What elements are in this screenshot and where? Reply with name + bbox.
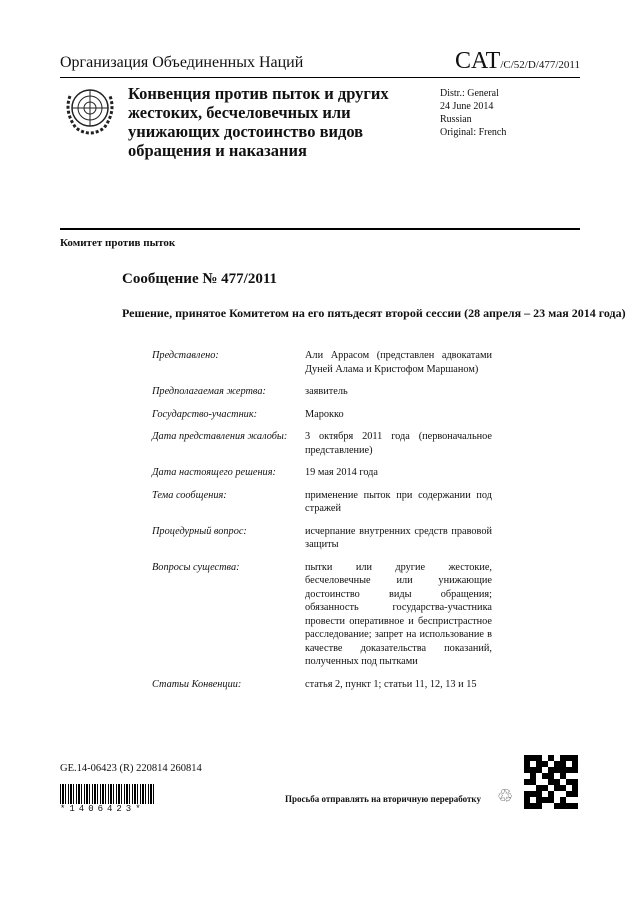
org-name: Организация Объединенных Наций	[60, 54, 304, 71]
detail-row	[152, 466, 492, 480]
divider	[60, 77, 580, 78]
job-number: GE.14-06423 (R) 220814 260814	[60, 763, 202, 774]
committee-name: Комитет против пыток	[60, 237, 176, 249]
detail-row	[152, 349, 492, 376]
detail-label: Дата настоящего решения:	[152, 467, 276, 478]
detail-label: Государство-участник:	[152, 408, 258, 420]
detail-label: Статьи Конвенции:	[152, 678, 242, 690]
communication-number: Сообщение № 477/2011	[122, 271, 278, 287]
distr: Distr.: General	[440, 88, 499, 99]
language: Russian	[440, 114, 472, 125]
detail-label: Тема сообщения:	[152, 489, 227, 501]
detail-label: Процедурный вопрос:	[152, 525, 247, 537]
convention-title: Конвенция против пыток и других жестоких, бесчеловечных или унижающих достоинство видов обращения и наказания	[128, 84, 389, 160]
detail-row	[152, 408, 492, 422]
detail-row	[152, 525, 492, 552]
un-emblem-icon	[62, 82, 118, 138]
detail-value: 19 мая 2014 года	[305, 467, 378, 478]
date: 24 June 2014	[440, 101, 494, 112]
barcode	[60, 784, 155, 804]
detail-value: применение пыток при содержании под стражей	[305, 489, 492, 514]
decision-heading: Решение, принятое Комитетом на его пятьдесят второй сессии (28 апреля – 23 мая 2014 года)	[122, 306, 626, 320]
detail-value: Марокко	[305, 408, 344, 420]
detail-value: пытки или другие жестокие, бесчеловечные или унижающие достоинство виды обращения; обязанность государства-участника провести оперативное и беспристрастное расследование; запрет на использование в качестве доказательства показаний, полученных под пытками	[305, 561, 492, 667]
detail-value: статья 2, пункт 1; статьи 11, 12, 13 и 15	[305, 678, 477, 690]
detail-label: Предполагаемая жертва:	[152, 386, 266, 397]
case-details	[152, 349, 492, 700]
detail-row	[152, 385, 492, 399]
original-language: Original: French	[440, 127, 507, 138]
detail-row	[152, 561, 492, 669]
document-symbol	[455, 48, 580, 75]
recycle-icon: ♲	[497, 786, 514, 806]
qr-code-icon	[524, 755, 578, 809]
detail-row	[152, 489, 492, 516]
detail-label: Дата представления жалобы:	[152, 431, 288, 442]
detail-value: исчерпание внутренних средств правовой защиты	[305, 525, 492, 550]
detail-value: 3 октября 2011 года (первоначальное представление)	[305, 431, 492, 456]
detail-value: Али Аррасом (представлен адвокатами Дуней Алама и Кристофом Маршаном)	[305, 350, 492, 375]
recycle-note: Просьба отправлять на вторичную переработку	[285, 794, 481, 804]
detail-value: заявитель	[305, 386, 348, 397]
detail-row	[152, 430, 492, 457]
symbol-cat: CAT	[455, 48, 501, 74]
detail-label: Вопросы существа:	[152, 561, 240, 573]
distribution-meta	[440, 87, 506, 139]
symbol-rest: /C/52/D/477/2011	[500, 59, 580, 71]
detail-label: Представлено:	[152, 350, 219, 361]
thick-divider	[60, 228, 580, 230]
barcode-text: *1406423*	[60, 804, 145, 814]
detail-row	[152, 678, 492, 692]
